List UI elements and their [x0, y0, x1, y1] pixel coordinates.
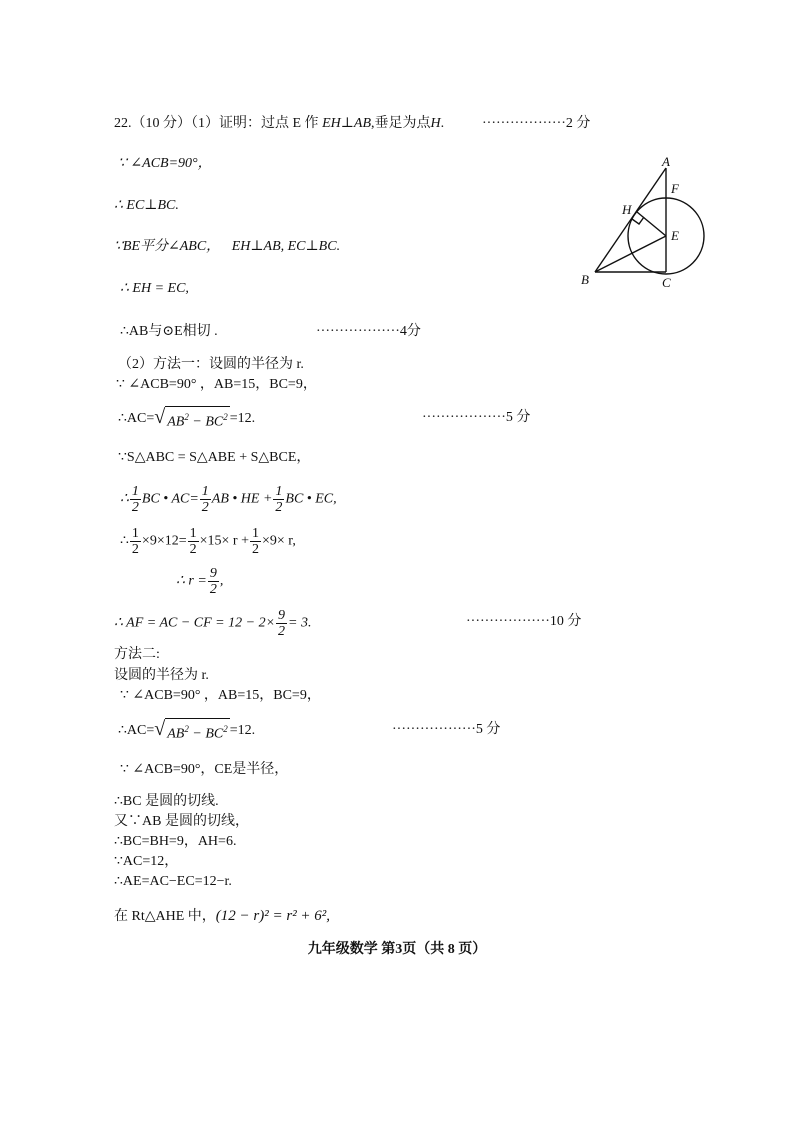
part2-line-6: ∴ r = $\frac{9}{2}$ , [176, 566, 224, 597]
area-term-b: AB • HE + [211, 491, 273, 507]
side-ab [595, 168, 666, 272]
frac-den: 2 [275, 500, 283, 515]
score-2: ··················2 分 [482, 116, 591, 131]
frac-num: 1 [131, 526, 139, 541]
pythagorean-equation: (12 − r)² = r² + 6², [215, 908, 331, 924]
radical-sign: √ [154, 406, 166, 428]
rt-triangle-label: 在 Rt△AHE 中， [114, 909, 216, 924]
right-angle-mark [632, 217, 644, 224]
fraction-nine-halves [208, 566, 219, 597]
header-end: . [440, 116, 445, 131]
method2-line-9: ∴AE=AC−EC=12−r. [114, 874, 232, 889]
frac-num: 9 [209, 566, 217, 581]
label-b: B [581, 272, 589, 287]
frac-num: 1 [131, 484, 139, 499]
method2-line-10 [114, 906, 330, 927]
proof-line-3b: EH⊥AB, EC⊥BC. [231, 239, 341, 254]
method2-line-4: ∵ ∠ACB=90°，CE是半径， [120, 762, 289, 777]
radical-sign: √ [154, 718, 166, 740]
frac-num: 9 [278, 608, 286, 623]
ac-label-2: ∴AC= [118, 723, 155, 739]
proof-line-3a: ∵BE平分∠ABC， [114, 239, 221, 254]
label-c: C [662, 275, 671, 290]
af-expression: ∴ AF = AC − CF = 12 − 2× [114, 615, 276, 631]
ac-result-2: =12. [229, 723, 256, 739]
sqrt-expression [154, 406, 229, 432]
header-point-h: H [430, 116, 441, 131]
triangle-abc [595, 168, 704, 274]
method2-line-5: ∴BC 是圆的切线. [114, 794, 219, 809]
score-5a: ··················5 分 [422, 410, 531, 425]
page-footer: 九年级数学 第3页（共 8 页） [307, 942, 487, 957]
radicand-bc: BC [205, 726, 224, 742]
part2-line-7 [114, 608, 311, 639]
ac-result: =12. [229, 411, 256, 427]
header-math: EH⊥AB [322, 116, 371, 131]
label-e: E [671, 228, 679, 243]
part2-line-4 [120, 484, 337, 515]
header-prefix: 22.（10 分）（1）证明：过点 E 作 [114, 116, 323, 131]
radicand-ab: AB [167, 726, 185, 742]
frac-den: 2 [131, 542, 139, 557]
method2-line-7: ∴BC=BH=9，AH=6. [114, 834, 237, 849]
sqrt-expression-2 [154, 718, 229, 744]
part2-line-3: ∵S△ABC = S△ABE + S△BCE， [118, 450, 311, 465]
radicand-ab: AB [167, 414, 185, 430]
therefore-5: ∴ [120, 533, 129, 549]
question-header [114, 114, 444, 134]
fraction-half-b [200, 484, 211, 515]
frac-num: 1 [189, 526, 197, 541]
part2-line-2 [118, 406, 255, 432]
part2-title: （2）方法一：设圆的半径为 r. [118, 357, 304, 372]
method2-line-8: ∵AC=12， [114, 854, 179, 869]
label-f: F [671, 181, 679, 196]
fraction-half-e [188, 526, 199, 557]
header-suffix: ,垂足为点 [371, 116, 431, 131]
area-term-a: BC • AC= [141, 491, 199, 507]
proof-line-4: ∴ EH = EC, [120, 281, 189, 296]
fraction-half-a [130, 484, 141, 515]
frac-den: 2 [278, 624, 286, 639]
geometry-figure [578, 152, 718, 292]
method2-line-2: ∵ ∠ACB=90° ，AB=15，BC=9， [120, 688, 321, 703]
frac-num: 1 [201, 484, 209, 499]
frac-num: 1 [251, 526, 259, 541]
frac-num: 1 [275, 484, 283, 499]
radicand: $AB^2 - BC^2$ [165, 718, 229, 744]
fraction-half-c [273, 484, 284, 515]
method2-line-6: 又∵AB 是圆的切线， [114, 814, 249, 829]
numeric-term-c: ×9× r, [261, 533, 296, 549]
therefore-4: ∴ [120, 491, 129, 507]
proof-line-2: ∴ EC⊥BC. [114, 198, 179, 213]
part2-line-5 [120, 526, 296, 557]
radicand-bc: BC [205, 414, 224, 430]
method2-line-3 [118, 718, 255, 744]
score-10: ··················10 分 [466, 614, 582, 629]
numeric-term-a: ×9×12= [141, 533, 187, 549]
area-term-c: BC • EC, [285, 491, 337, 507]
fraction-half-d [130, 526, 141, 557]
numeric-term-b: ×15× r + [199, 533, 249, 549]
af-result: = 3. [288, 615, 312, 631]
proof-line-5: ∴AB与⊙E相切 . [120, 324, 218, 339]
frac-den: 2 [189, 542, 197, 557]
label-a: A [662, 154, 670, 169]
score-5b: ··················5 分 [392, 722, 501, 737]
part2-line-1: ∵ ∠ACB=90° ，AB=15，BC=9， [116, 377, 317, 392]
frac-den: 2 [201, 500, 209, 515]
method2-line-1: 设圆的半径为 r. [114, 668, 209, 683]
frac-den: 2 [251, 542, 259, 557]
frac-den: 2 [131, 500, 139, 515]
fraction-nine-halves-2 [276, 608, 287, 639]
proof-line-3 [114, 237, 340, 257]
segment-he [637, 212, 666, 236]
fraction-half-f [250, 526, 261, 557]
method2-title: 方法二: [114, 647, 160, 662]
proof-line-1: ∵ ∠ACB=90°， [118, 156, 212, 171]
score-4: ··················4分 [316, 324, 421, 339]
radicand: $AB^2 - BC^2$ [165, 406, 229, 432]
segment-be [595, 236, 666, 272]
r-equals: ∴ r = [176, 573, 207, 589]
frac-den: 2 [209, 582, 217, 597]
label-h: H [622, 202, 632, 217]
ac-label: ∴AC= [118, 411, 155, 427]
